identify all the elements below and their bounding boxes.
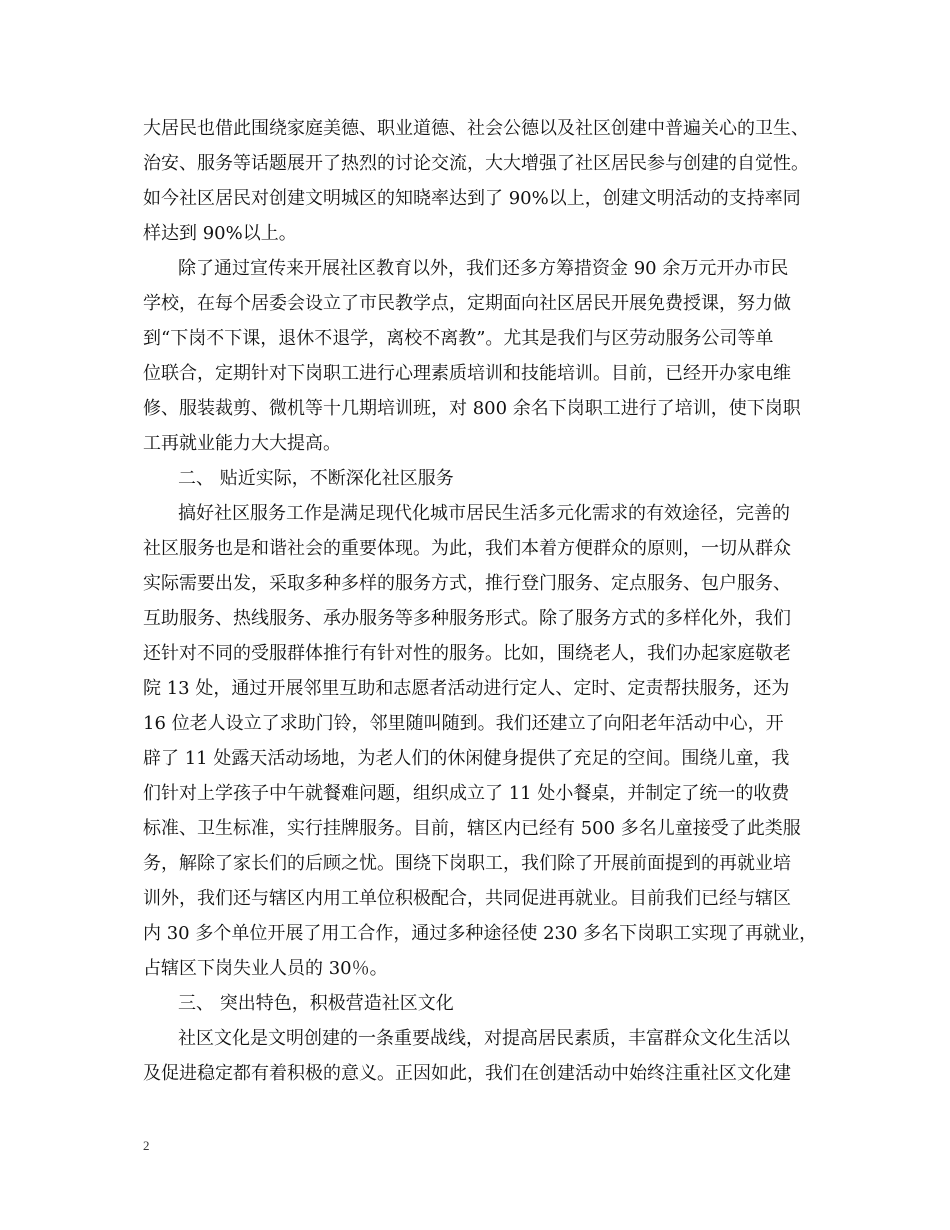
body-text-line: 学校，在每个居委会设立了市民教学点，定期面向社区居民开展免费授课，努力做 (143, 293, 791, 314)
body-text-line: 内 30 多个单位开展了用工合作，通过多种途径使 230 多名下岗职工实现了再就业， (143, 923, 818, 944)
body-text-line: 辟了 11 处露天活动场地，为老人们的休闲健身提供了充足的空间。围绕儿童，我 (143, 748, 790, 769)
body-text-line: 样达到 90%以上。 (143, 223, 297, 244)
body-text-line: 务，解除了家长们的后顾之忧。围绕下岗职工，我们除了开展前面提到的再就业培 (143, 853, 791, 874)
body-text-line: 还针对不同的受服群体推行有针对性的服务。比如，围绕老人，我们办起家庭敬老 (143, 643, 791, 664)
body-text-line: 院 13 处，通过开展邻里互助和志愿者活动进行定人、定时、定责帮扶服务，还为 (143, 678, 790, 699)
body-text-line: 占辖区下岗失业人员的 30％。 (143, 958, 388, 979)
body-text-line: 治安、服务等话题展开了热烈的讨论交流，大大增强了社区居民参与创建的自觉性。 (143, 153, 809, 174)
body-text-line: 社区服务也是和谐社会的重要体现。为此，我们本着方便群众的原则，一切从群众 (143, 538, 791, 559)
body-text-line: 标准、卫生标准，实行挂牌服务。目前，辖区内已经有 500 多名儿童接受了此类服 (143, 818, 801, 839)
body-text-line: 16 位老人设立了求助门铃，邻里随叫随到。我们还建立了向阳老年活动中心，开 (143, 713, 784, 734)
body-text-line: 工再就业能力大大提高。 (143, 433, 341, 454)
body-text-line: 们针对上学孩子中午就餐难问题，组织成立了 11 处小餐桌，并制定了统一的收费 (143, 783, 790, 804)
section-heading: 二、 贴近实际，不断深化社区服务 (178, 468, 454, 489)
body-text-line: 及促进稳定都有着积极的意义。正因如此，我们在创建活动中始终注重社区文化建 (143, 1063, 791, 1084)
body-text-line: 如今社区居民对创建文明城区的知晓率达到了 90%以上，创建文明活动的支持率同 (143, 188, 801, 209)
body-text-line: 训外，我们还与辖区内用工单位积极配合，共同促进再就业。目前我们已经与辖区 (143, 888, 791, 909)
body-text-line: 到“下岗不下课，退休不退学，离校不离教”。尤其是我们与区劳动服务公司等单 (143, 328, 774, 349)
body-text-line: 修、服装裁剪、微机等十几期培训班，对 800 余名下岗职工进行了培训，使下岗职 (143, 398, 801, 419)
body-text-line: 实际需要出发，采取多种多样的服务方式，推行登门服务、定点服务、包户服务、 (143, 573, 791, 594)
body-text-line: 互助服务、热线服务、承办服务等多种服务形式。除了服务方式的多样化外，我们 (143, 608, 791, 629)
body-text-line: 搞好社区服务工作是满足现代化城市居民生活多元化需求的有效途径，完善的 (178, 503, 790, 524)
body-text-line: 社区文化是文明创建的一条重要战线，对提高居民素质，丰富群众文化生活以 (178, 1028, 790, 1049)
body-text-line: 位联合，定期针对下岗职工进行心理素质培训和技能培训。目前，已经开办家电维 (143, 363, 791, 384)
body-text-line: 除了通过宣传来开展社区教育以外，我们还多方筹措资金 90 余万元开办市民 (178, 258, 789, 279)
section-heading: 三、 突出特色，积极营造社区文化 (178, 993, 454, 1014)
page-number: 2 (143, 1138, 150, 1153)
body-text-line: 大居民也借此围绕家庭美德、职业道德、社会公德以及社区创建中普遍关心的卫生、 (143, 118, 809, 139)
